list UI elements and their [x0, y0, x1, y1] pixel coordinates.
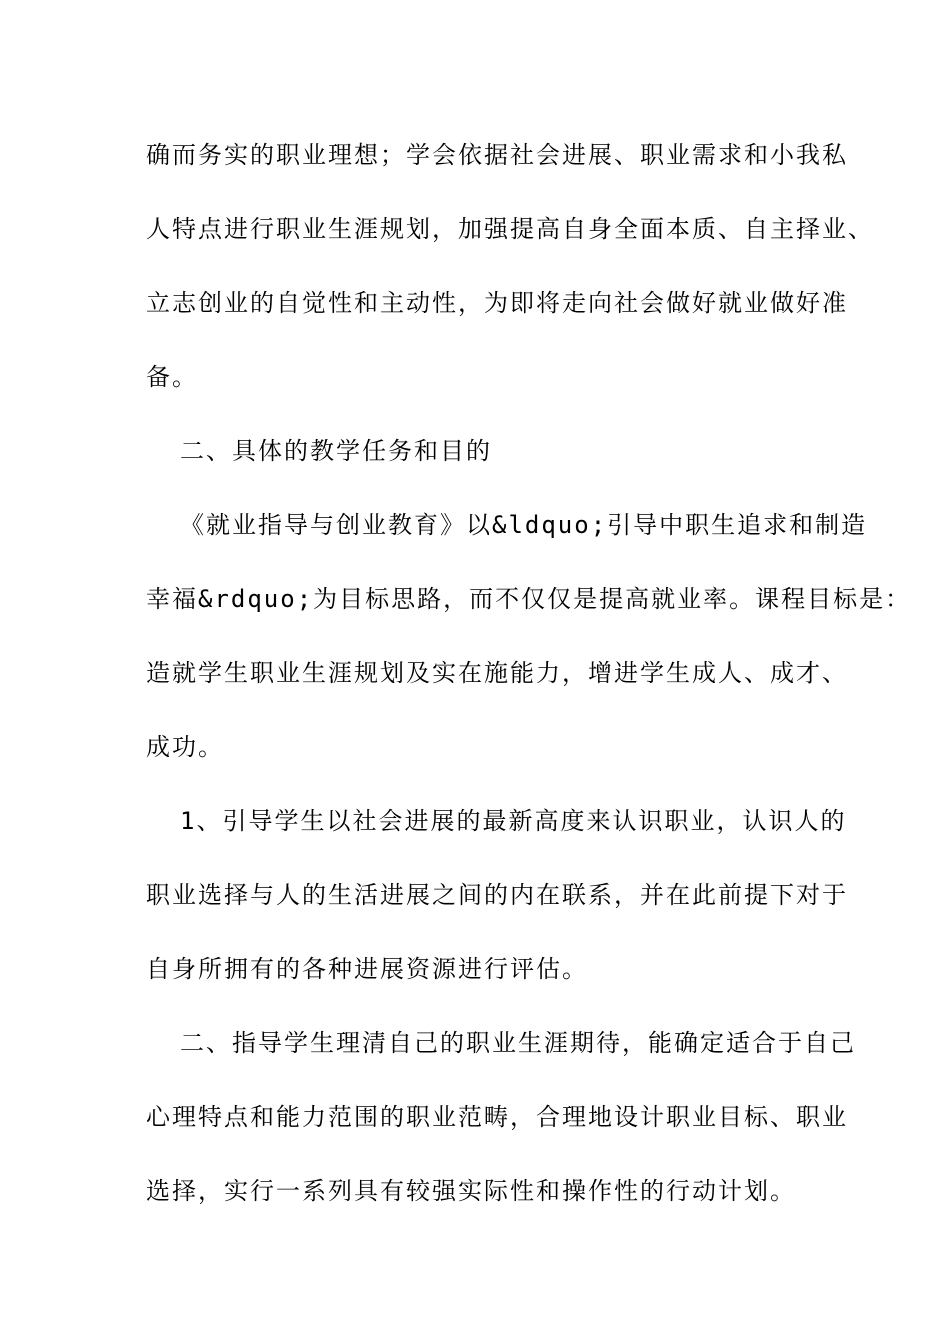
- paragraph-line: 确而务实的职业理想；学会依据社会进展、职业需求和小我私: [146, 141, 848, 169]
- paragraph-line: 成功。: [146, 733, 224, 761]
- section-heading: 二、具体的教学任务和目的: [180, 437, 492, 465]
- paragraph-line: 幸福&rdquo;为目标思路，而不仅仅是提高就业率。课程目标是：: [146, 585, 912, 613]
- paragraph-line: 造就学生职业生涯规划及实在施能力，增进学生成人、成才、: [146, 659, 848, 687]
- paragraph-line: 人特点进行职业生涯规划，加强提高自身全面本质、自主择业、: [146, 215, 874, 243]
- list-item-line: 心理特点和能力范围的职业范畴，合理地设计职业目标、职业: [146, 1103, 848, 1131]
- list-item-line: 1、引导学生以社会进展的最新高度来认识职业，认识人的: [180, 807, 847, 835]
- paragraph-line: 备。: [146, 363, 198, 391]
- list-item-line: 自身所拥有的各种进展资源进行评估。: [146, 955, 588, 983]
- list-item-line: 选择，实行一系列具有较强实际性和操作性的行动计划。: [146, 1177, 796, 1205]
- paragraph-line: 立志创业的自觉性和主动性，为即将走向社会做好就业做好准: [146, 289, 848, 317]
- list-item-line: 职业选择与人的生活进展之间的内在联系，并在此前提下对于: [146, 881, 848, 909]
- paragraph-line: 《就业指导与创业教育》以&ldquo;引导中职生追求和制造: [180, 511, 868, 539]
- list-item-line: 二、指导学生理清自己的职业生涯期待，能确定适合于自己: [180, 1029, 856, 1057]
